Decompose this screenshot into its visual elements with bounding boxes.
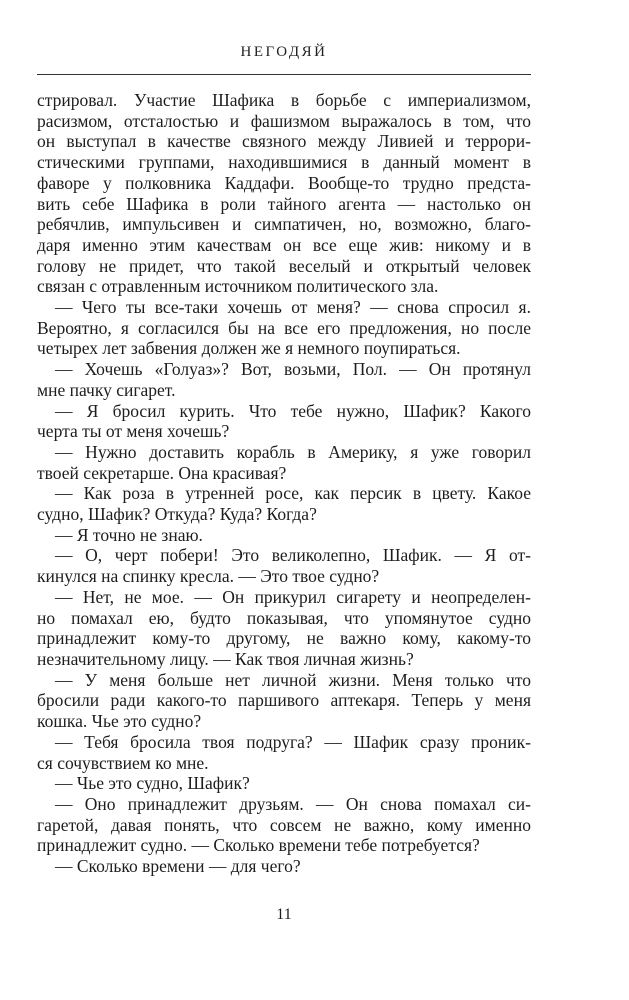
paragraph bbox=[37, 587, 531, 670]
text-line: — Как роза в утренней росе, как персик в цвету. Какое bbox=[55, 483, 531, 504]
text-line: принадлежит кому-то другому, не важно кому, какому-то bbox=[37, 628, 531, 649]
paragraph bbox=[37, 773, 531, 794]
paragraph bbox=[37, 401, 531, 442]
text-line: черта ты от меня хочешь? bbox=[37, 421, 230, 442]
text-line: незначительному лицу. — Как твоя личная жизнь? bbox=[37, 648, 414, 669]
text-line: — У меня больше нет личной жизни. Меня только что bbox=[55, 669, 531, 690]
paragraph bbox=[37, 359, 531, 400]
text-line: вить себе Шафика в роли тайного агента — настолько он bbox=[37, 193, 531, 214]
text-line: — О, черт побери! Это великолепно, Шафик. — Я от- bbox=[55, 545, 531, 566]
text-line: стрировал. Участие Шафика в борьбе с империализмом, bbox=[37, 90, 531, 110]
header-rule bbox=[37, 74, 531, 75]
text-line: судно, Шафик? Откуда? Куда? Когда? bbox=[37, 504, 317, 525]
text-line: — Хочешь «Голуаз»? Вот, возьми, Пол. — Он протянул bbox=[55, 359, 531, 380]
text-line: голову не придет, что такой веселый и открытый человек bbox=[37, 255, 531, 276]
text-line: бросили ради какого-то паршивого аптекаря. Теперь у меня bbox=[37, 690, 531, 711]
text-line: он выступал в качестве связного между Ливией и террори- bbox=[37, 131, 531, 152]
text-line: принадлежит судно. — Сколько времени тебе потребуется? bbox=[37, 835, 480, 856]
text-line: даря именно этим качествам он все еще жив: никому и в bbox=[37, 234, 531, 255]
text-line: четырех лет забвения должен же я немного поупираться. bbox=[37, 338, 461, 359]
text-line: — Оно принадлежит друзьям. — Он снова помахал си- bbox=[55, 793, 531, 814]
text-line: ся сочувствием ко мне. bbox=[37, 752, 209, 773]
paragraph bbox=[37, 525, 531, 546]
text-line: — Я бросил курить. Что тебе нужно, Шафик? Какого bbox=[55, 400, 531, 421]
text-line: — Сколько времени — для чего? bbox=[55, 856, 301, 877]
text-line: — Нужно доставить корабль в Америку, я уже говорил bbox=[55, 441, 531, 462]
text-line: — Я точно не знаю. bbox=[55, 524, 203, 545]
text-line: — Нет, не мое. — Он прикурил сигарету и неопределен- bbox=[55, 586, 531, 607]
text-line: гаретой, давая понять, что совсем не важно, кому именно bbox=[37, 814, 531, 835]
text-line: — Чего ты все-таки хочешь от меня? — снова спросил я. bbox=[55, 297, 531, 318]
text-line: кошка. Чье это судно? bbox=[37, 711, 202, 732]
text-line: твоей секретарше. Она красивая? bbox=[37, 462, 287, 483]
paragraph bbox=[37, 732, 531, 773]
paragraph bbox=[37, 483, 531, 524]
text-line: расизмом, отсталостью и фашизмом выражалось в том, что bbox=[37, 110, 531, 131]
text-line: стическими группами, находившимися в данный момент в bbox=[37, 152, 531, 173]
paragraph bbox=[37, 545, 531, 586]
text-line: — Чье это судно, Шафик? bbox=[55, 773, 250, 794]
running-title: НЕГОДЯЙ bbox=[240, 44, 328, 60]
text-line: фаворе у полковника Каддафи. Вообще-то трудно предста- bbox=[37, 172, 531, 193]
paragraph bbox=[37, 794, 531, 856]
text-line: ребячлив, импульсивен и симпатичен, но, возможно, благо- bbox=[37, 214, 531, 235]
paragraph bbox=[37, 670, 531, 732]
text-line: связан с отравленным источником политического зла. bbox=[37, 276, 439, 297]
text-line: кинулся на спинку кресла. — Это твое судно? bbox=[37, 566, 380, 587]
paragraph bbox=[37, 90, 531, 297]
paragraph bbox=[37, 297, 531, 359]
page-number: 11 bbox=[276, 906, 292, 923]
page-text bbox=[37, 90, 531, 877]
text-line: — Тебя бросила твоя подруга? — Шафик сразу проник- bbox=[55, 731, 531, 752]
text-line: но помахал ею, будто показывая, что упомянутое судно bbox=[37, 607, 531, 628]
text-line: Вероятно, я согласился бы на все его предложения, но после bbox=[37, 317, 531, 338]
paragraph bbox=[37, 856, 531, 877]
text-line: мне пачку сигарет. bbox=[37, 379, 176, 400]
paragraph bbox=[37, 442, 531, 483]
